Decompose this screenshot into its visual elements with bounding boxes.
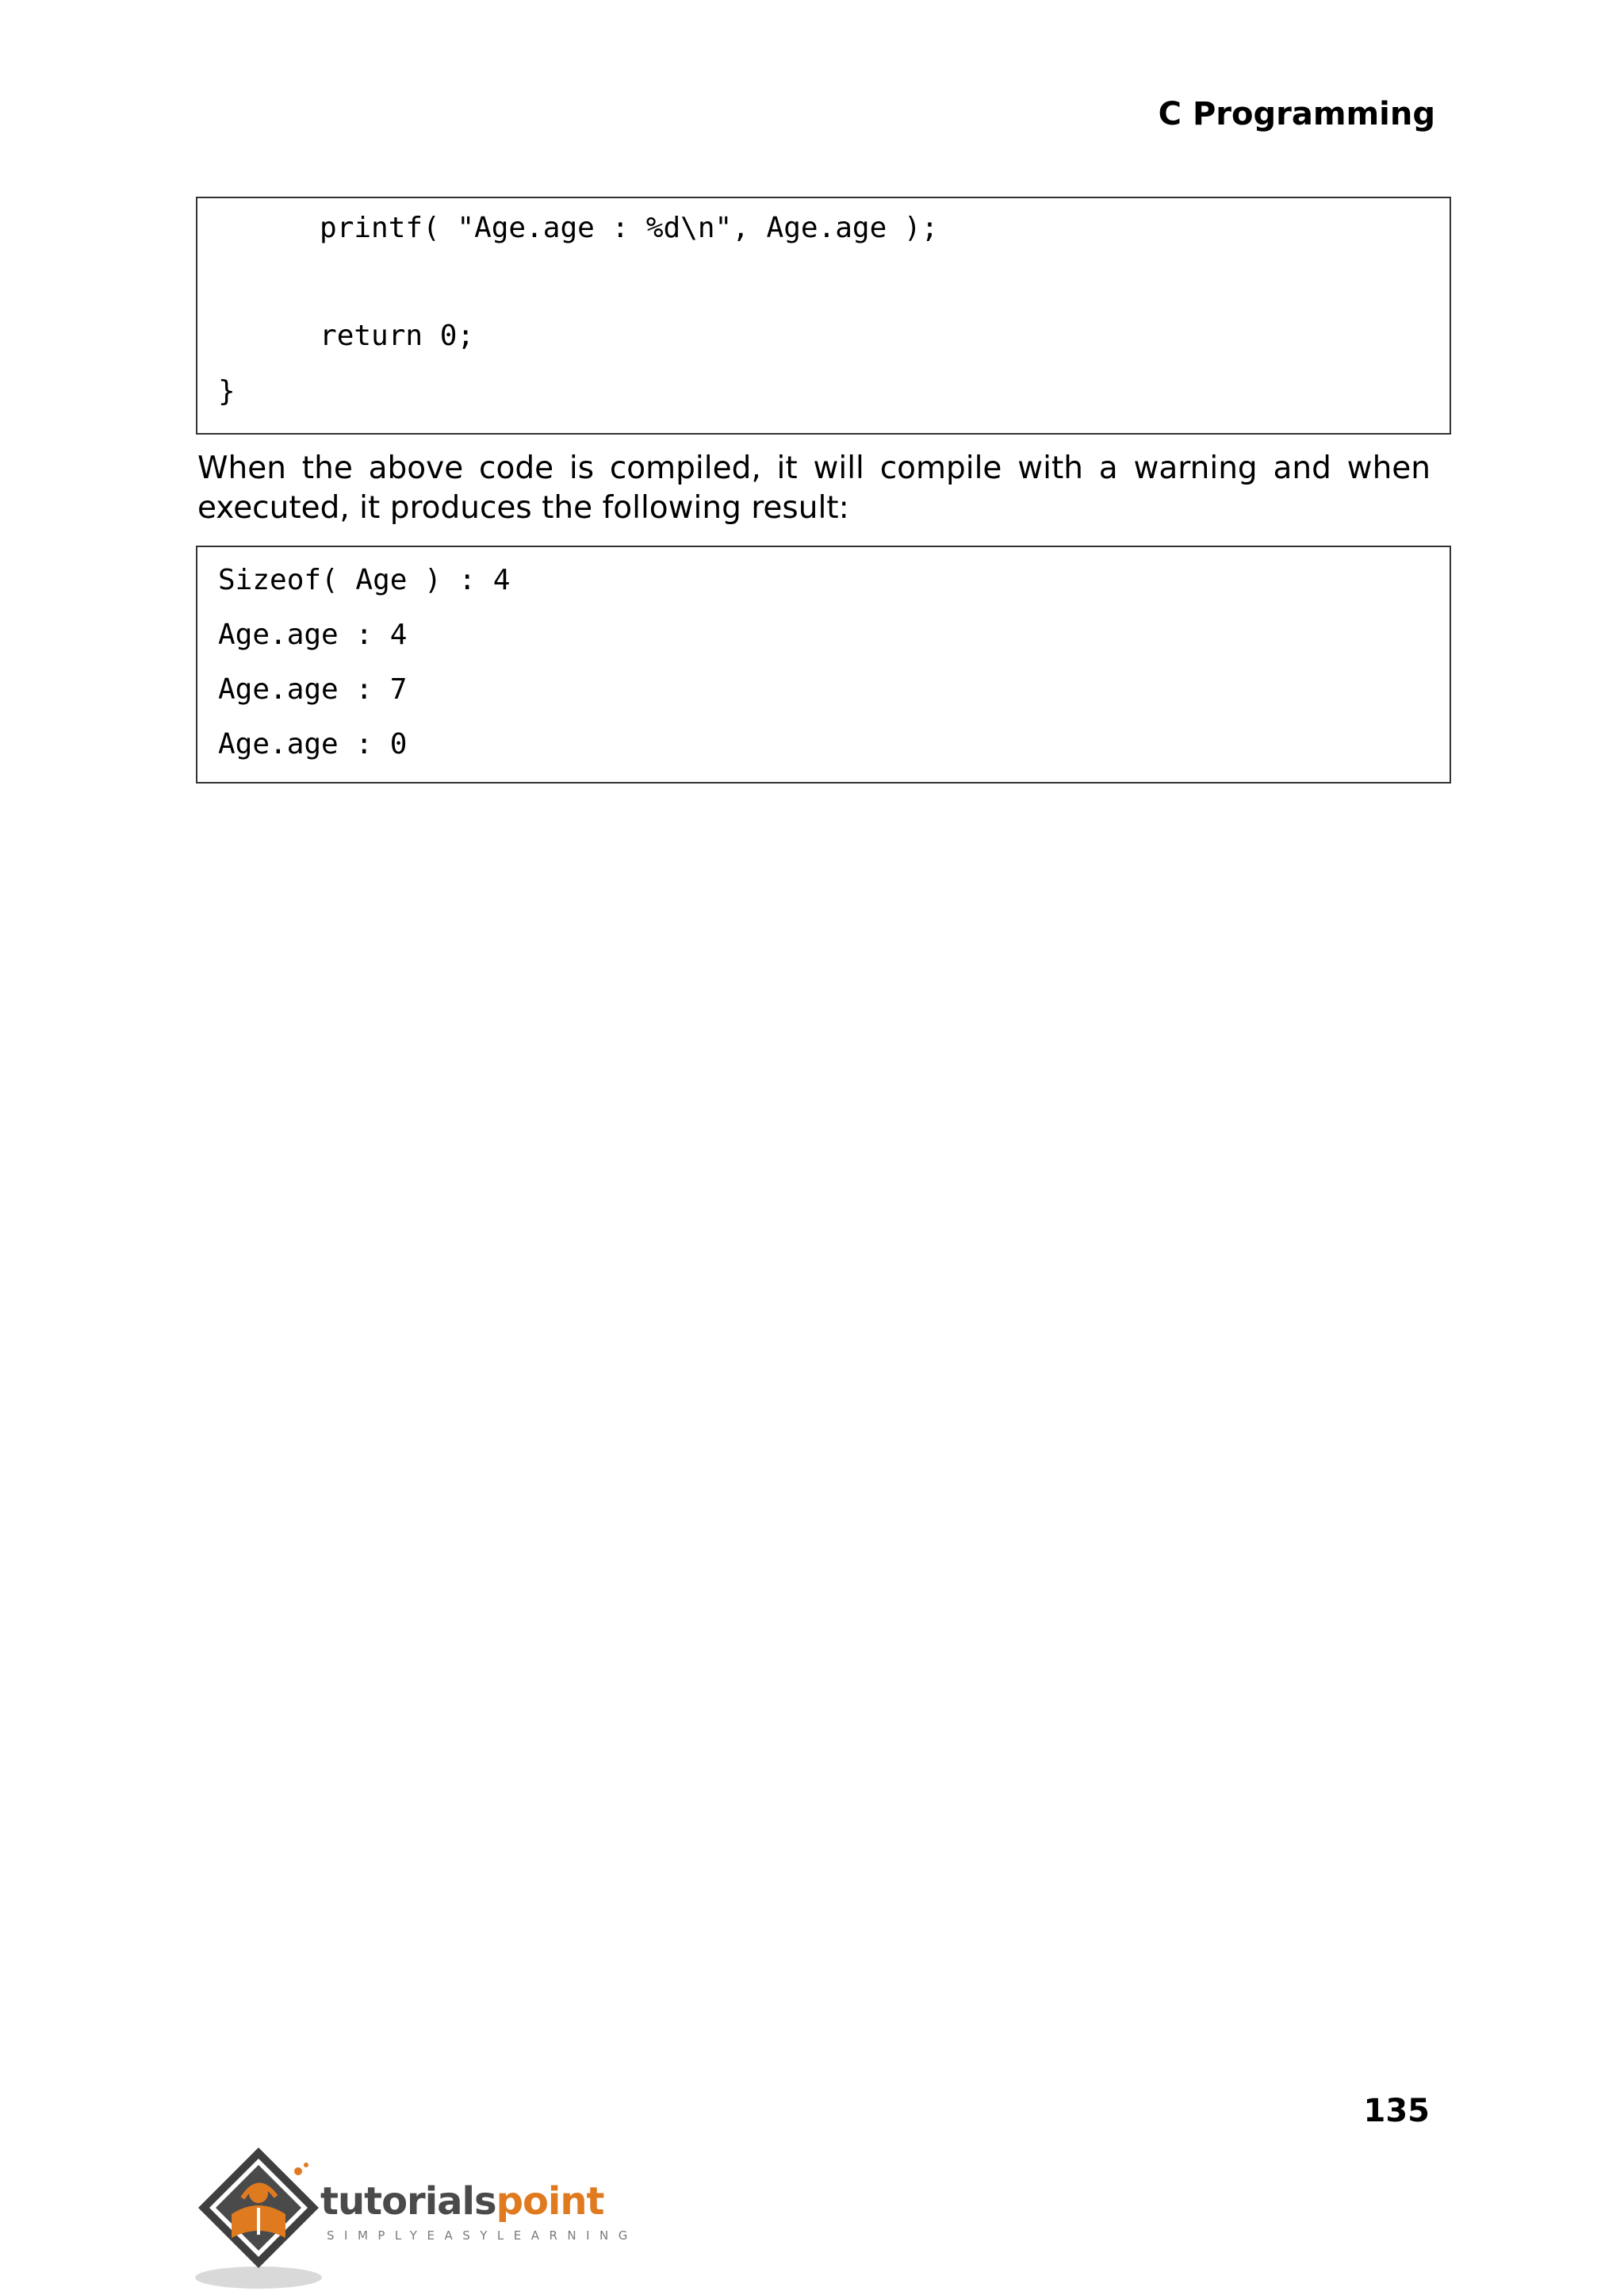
output-line: Sizeof( Age ) : 4 (218, 564, 511, 596)
logo-tagline: SIMPLYEASYLEARNING (327, 2228, 638, 2243)
output-line: Age.age : 4 (218, 619, 408, 651)
logo-diamond-icon (193, 2141, 328, 2292)
page-number: 135 (1363, 2093, 1430, 2129)
code-line: } (218, 375, 236, 408)
logo-wordmark (320, 2179, 603, 2224)
logo-word-part: point (496, 2179, 604, 2224)
code-line: printf( "Age.age : %d\n", Age.age ); (268, 212, 939, 244)
body-paragraph: When the above code is compiled, it will compile with a warning and when executed, it produces the following result: (197, 450, 1431, 526)
code-line: return 0; (268, 320, 475, 352)
output-line: Age.age : 7 (218, 673, 408, 706)
output-line: Age.age : 0 (218, 728, 408, 761)
page-header-title: C Programming (1158, 96, 1435, 132)
tutorialspoint-logo (193, 2141, 638, 2292)
logo-word-part: tutorials (320, 2179, 496, 2224)
code-block (196, 197, 1451, 435)
output-block (196, 546, 1451, 784)
